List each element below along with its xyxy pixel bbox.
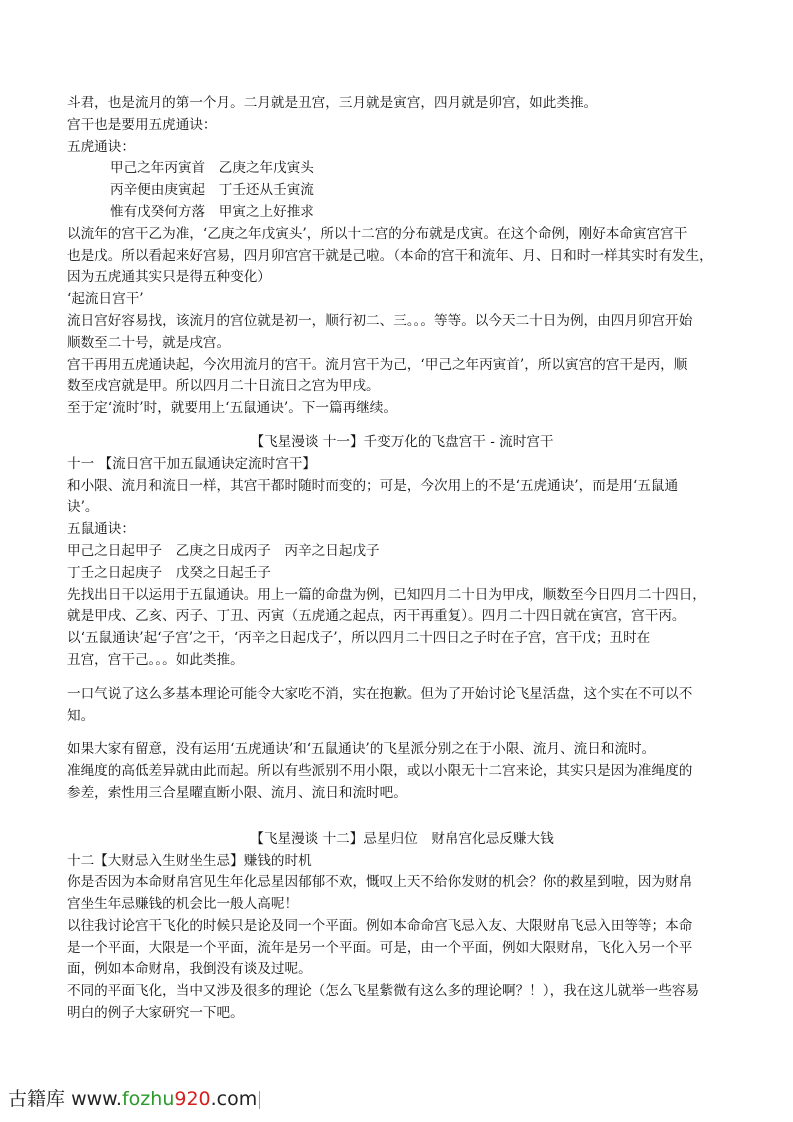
paragraph-spacer (67, 420, 737, 432)
text-line: 宫坐生年忌赚钱的机会比一般人高呢！ (67, 896, 299, 913)
text-line: 不同的平面飞化，当中又涉及很多的理论（怎么飞星紫微有这么多的理论啊？！），我在这儿就举一些容易 (67, 983, 700, 1000)
footer-url[interactable] (71, 1088, 257, 1110)
paragraph-spacer (67, 817, 737, 829)
paragraph-spacer (67, 672, 737, 684)
verse-line: 丙辛便由庚寅起 丁壬还从壬寅流 (110, 182, 314, 199)
footer-url-suffix: .com (210, 1088, 258, 1110)
text-line: 以流年的宫干乙为准，‘乙庚之年戊寅头’，所以十二宫的分布就是戊寅。在这个命例，刚好本命寅宫宫干 (67, 225, 688, 242)
text-line: 丁壬之日起庚子 戊癸之日起壬子 (67, 564, 271, 581)
paragraph-spacer (67, 805, 737, 817)
text-line: 一口气说了这么多基本理论可能令大家吃不消，实在抱歉。但为了开始讨论飞星活盘，这个实在不可以不 (67, 685, 693, 702)
text-line: 准绳度的高低差异就由此而起。所以有些派别不用小限，或以小限无十二宫来论，其实只是因为准绳度的 (67, 763, 693, 780)
footer-url-brand: fozhu (121, 1088, 175, 1110)
text-line: 宫干也是要用五虎通诀： (67, 116, 217, 133)
text-line: 知。 (67, 707, 95, 724)
text-line: 甲己之日起甲子 乙庚之日成丙子 丙辛之日起戊子 (67, 542, 380, 559)
cursor-bar (259, 1091, 260, 1109)
section-heading: 【飞星漫谈 十二】忌星归位 财帛宫化忌反赚大钱 (250, 830, 554, 847)
text-line: 也是戊。所以看起来好宫易，四月卯宫宫干就是己啦。（本命的宫干和流年、月、日和时一样其实时有发生， (67, 247, 713, 264)
text-line: ‘起流日宫干’ (67, 291, 144, 308)
text-line: 面，例如本命财帛，我倒没有谈及过呢。 (67, 961, 312, 978)
text-line: 先找出日干以运用于五鼠通诀。用上一篇的命盘为例，已知四月二十日为甲戌，顺数至今日四月二十四日， (67, 586, 706, 603)
text-line: 和小限、流月和流日一样，其宫干都时随时而变的；可是，今次用上的不是‘五虎通诀’，而是用‘五鼠通 (67, 477, 679, 494)
text-line: 是一个平面，大限是一个平面，流年是另一个平面。可是，由一个平面，例如大限财帛，飞化入另一个平 (67, 939, 693, 956)
text-line: 参差，索性用三合星曜直断小限、流月、流日和流时吧。 (67, 784, 407, 801)
text-line: 五鼠通诀： (67, 521, 135, 538)
verse-line: 惟有戊癸何方落 甲寅之上好推求 (110, 203, 314, 220)
footer-url-prefix: www. (71, 1088, 122, 1110)
text-line: 宫干再用五虎通诀起，今次用流月的宫干。流月宫干为己，‘甲己之年丙寅首’，所以寅宫的宫干是丙，顺 (67, 356, 688, 373)
text-line: 就是甲戌、乙亥、丙子、丁丑、丙寅（五虎通之起点，丙干再重复）。四月二十四日就在寅宫，宫干丙。 (67, 608, 686, 625)
text-line: 十一 【流日宫干加五鼠通诀定流时宫干】 (67, 455, 317, 472)
section-heading: 【飞星漫谈 十一】千变万化的飞盘宫干 - 流时宫干 (250, 433, 554, 450)
text-line: 明白的例子大家研究一下吧。 (67, 1005, 244, 1022)
footer-url-number: 920 (174, 1088, 211, 1110)
text-line: 以往我讨论宫干飞化的时候只是论及同一个平面。例如本命命宫飞忌入友、大限财帛飞忌入田等等；本命 (67, 917, 693, 934)
paragraph-spacer (67, 727, 737, 739)
text-line: 流日宫好容易找，该流月的宫位就是初一，顺行初二、三。。。等等。以今天二十日为例，由四月卯宫开始 (67, 312, 693, 329)
footer-site-name: 古籍库 (8, 1088, 66, 1110)
text-line: 至于定‘流时’时，就要用上‘五鼠通诀’。下一篇再继续。 (67, 400, 397, 417)
text-line: 斗君，也是流月的第一个月。二月就是丑宫，三月就是寅宫，四月就是卯宫，如此类推。 (67, 95, 598, 111)
verse-line: 甲己之年丙寅首 乙庚之年戊寅头 (110, 160, 314, 177)
footer-watermark (8, 1084, 260, 1111)
text-line: 诀’。 (67, 499, 99, 516)
text-line: 顺数至二十号，就是戌宫。 (67, 334, 231, 351)
text-line: 十二【大财忌入生财坐生忌】赚钱的时机 (67, 852, 312, 869)
text-line: 数至戌宫就是甲。所以四月二十日流日之宫为甲戌。 (67, 378, 380, 395)
text-line: 以‘五鼠通诀’起‘子宫’之干，‘丙辛之日起戊子’，所以四月二十四日之子时在子宫，宫干戊；丑时在 (67, 630, 651, 647)
text-line: 你是否因为本命财帛宫见生年化忌星因郁郁不欢，慨叹上天不给你发财的机会？你的救星到啦，因为财帛 (67, 874, 693, 891)
text-line: 丑宫，宫干己。。。如此类推。 (67, 651, 244, 668)
text-line: 五虎通诀： (67, 138, 135, 155)
text-line: 如果大家有留意，没有运用‘五虎通诀’和‘五鼠通诀’的飞星派分别之在于小限、流月、流日和流时。 (67, 741, 656, 758)
text-line: 因为五虎通其实只是得五种变化） (67, 269, 271, 286)
document-body (67, 93, 737, 1025)
